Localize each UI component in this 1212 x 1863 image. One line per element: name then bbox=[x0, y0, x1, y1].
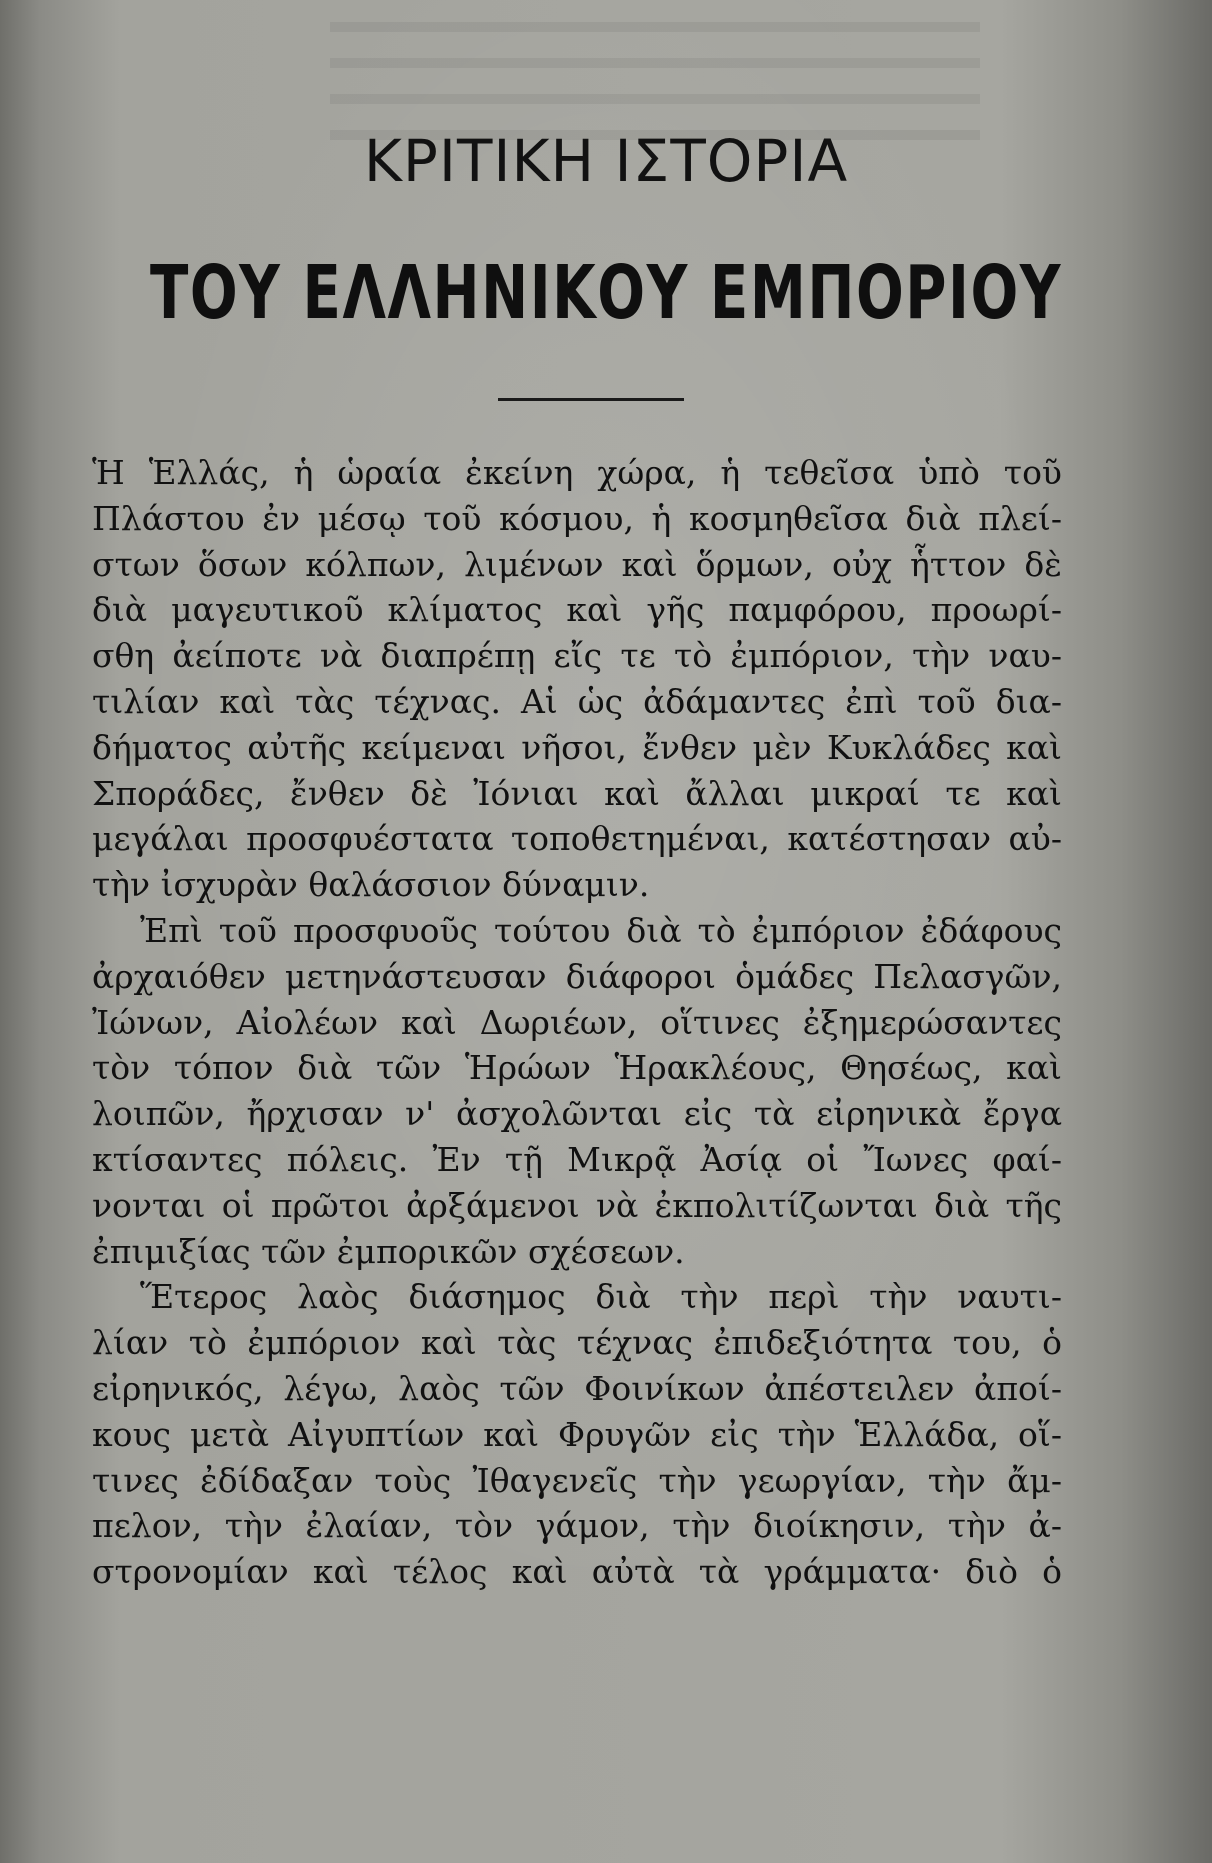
text-line: Πλάστου ἐν μέσῳ τοῦ κόσμου, ἡ κοσμηθεῖσα διὰ πλεί- bbox=[92, 498, 1062, 538]
text-line: δήματος αὐτῆς κείμεναι νῆσοι, ἔνθεν μὲν Κυκλάδες καὶ bbox=[92, 727, 1062, 767]
text-line: μεγάλαι προσφυέστατα τοποθετημέναι, κατέστησαν αὐ- bbox=[92, 819, 1062, 859]
text-line: Ἕτερος λαὸς διάσημος διὰ τὴν περὶ τὴν ναυτι- bbox=[140, 1277, 1062, 1317]
body-text bbox=[92, 450, 1062, 1595]
text-line: στρονομίαν καὶ τέλος καὶ αὐτὰ τὰ γράμματα· διὸ ὁ bbox=[92, 1552, 1062, 1592]
text-line: Ἐπὶ τοῦ προσφυοῦς τούτου διὰ τὸ ἐμπόριον ἐδάφους bbox=[140, 910, 1062, 950]
text-line: τὴν ἰσχυρὰν θαλάσσιον δύναμιν. bbox=[92, 865, 650, 905]
text-line: πελον, τὴν ἐλαίαν, τὸν γάμον, τὴν διοίκησιν, τὴν ἀ- bbox=[92, 1506, 1062, 1546]
page-title-line-1: ΚΡΙΤΙΚΗ ΙΣΤΟΡΙΑ bbox=[363, 127, 849, 195]
text-line: τὸν τόπον διὰ τῶν Ἡρώων Ἡρακλέους, Θησέως, καὶ bbox=[92, 1048, 1062, 1088]
text-line: ἀρχαιόθεν μετηνάστευσαν διάφοροι ὁμάδες Πελασγῶν, bbox=[92, 956, 1062, 996]
text-line: Σποράδες, ἔνθεν δὲ Ἰόνιαι καὶ ἄλλαι μικραί τε καὶ bbox=[92, 773, 1062, 813]
text-line: κτίσαντες πόλεις. Ἐν τῇ Μικρᾷ Ἀσίᾳ οἱ Ἴωνες φαί- bbox=[92, 1139, 1062, 1179]
text-line: κους μετὰ Αἰγυπτίων καὶ Φρυγῶν εἰς τὴν Ἑλλάδα, οἵ- bbox=[92, 1414, 1062, 1454]
text-line: τινες ἐδίδαξαν τοὺς Ἰθαγενεῖς τὴν γεωργίαν, τὴν ἄμ- bbox=[92, 1460, 1062, 1500]
text-line: Ἰώνων, Αἰολέων καὶ Δωριέων, οἵτινες ἐξημερώσαντες bbox=[92, 1002, 1062, 1042]
text-line: σθη ἀείποτε νὰ διαπρέπῃ εἴς τε τὸ ἐμπόριον, τὴν ναυ- bbox=[92, 636, 1062, 676]
text-line: Ἡ Ἑλλάς, ἡ ὡραία ἐκείνη χώρα, ἡ τεθεῖσα ὑπὸ τοῦ bbox=[92, 453, 1062, 492]
text-line: λίαν τὸ ἐμπόριον καὶ τὰς τέχνας ἐπιδεξιότητα του, ὁ bbox=[92, 1323, 1062, 1363]
title-divider bbox=[498, 398, 684, 401]
text-line: εἰρηνικός, λέγω, λαὸς τῶν Φοινίκων ἀπέστειλεν ἀποί- bbox=[92, 1368, 1062, 1408]
page-title-line-2: ΤΟΥ ΕΛΛΗΝΙΚΟΥ ΕΜΠΟΡΙΟΥ bbox=[149, 250, 1063, 336]
text-line: τιλίαν καὶ τὰς τέχνας. Αἱ ὡς ἀδάμαντες ἐπὶ τοῦ δια- bbox=[92, 681, 1062, 721]
text-line: διὰ μαγευτικοῦ κλίματος καὶ γῆς παμφόρου, προωρί- bbox=[92, 590, 1062, 630]
text-line: ἐπιμιξίας τῶν ἐμπορικῶν σχέσεων. bbox=[92, 1231, 685, 1271]
text-line: νονται οἱ πρῶτοι ἀρξάμενοι νὰ ἐκπολιτίζωνται διὰ τῆς bbox=[92, 1185, 1062, 1225]
text-line: στων ὅσων κόλπων, λιμένων καὶ ὅρμων, οὐχ ἧττον δὲ bbox=[92, 544, 1062, 584]
text-line: λοιπῶν, ἤρχισαν ν' ἀσχολῶνται εἰς τὰ εἰρηνικὰ ἔργα bbox=[92, 1094, 1062, 1134]
